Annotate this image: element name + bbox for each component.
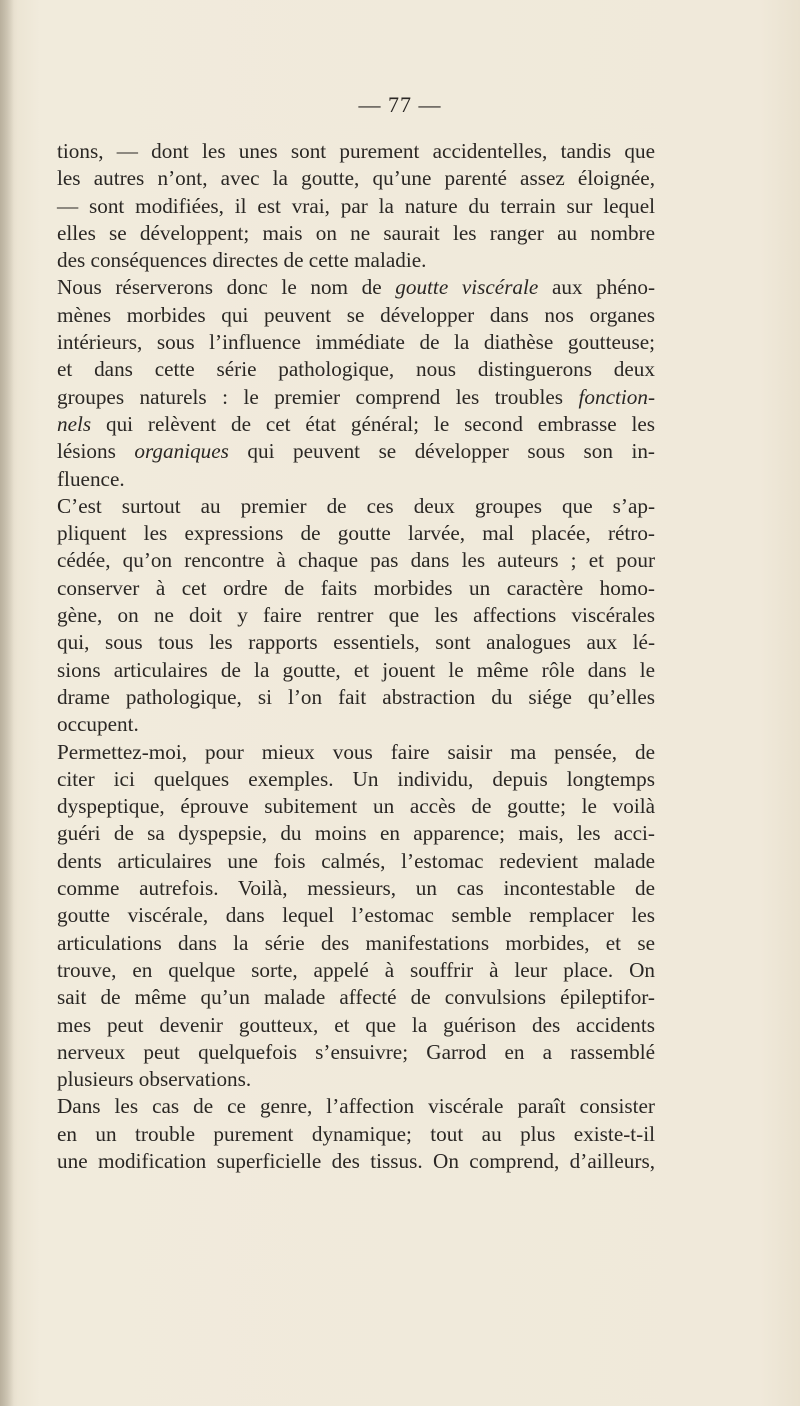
text-line: guéri de sa dyspepsie, du moins en apparence; mais, les acci-	[57, 821, 655, 846]
text-line: nerveux peut quelquefois s’ensuivre; Garrod en a rassemblé	[57, 1039, 655, 1064]
text-line: occupent.	[57, 712, 139, 737]
text-line: goutte viscérale, dans lequel l’estomac semble remplacer les	[57, 903, 655, 928]
text-line: articulations dans la série des manifestations morbides, et se	[57, 930, 655, 955]
text-line: qui, sous tous les rapports essentiels, sont analogues aux lé-	[57, 630, 655, 655]
page-number: — 77 —	[358, 92, 442, 117]
text-line: mes peut devenir goutteux, et que la guérison des accidents	[57, 1012, 655, 1037]
emphasis: organiques	[134, 439, 229, 464]
text-line: elles se développent; mais on ne saurait les ranger au nombre	[57, 220, 655, 245]
text-line: tions, — dont les unes sont purement accidentelles, tandis que	[57, 139, 655, 163]
text-line: sions articulaires de la goutte, et jouent le même rôle dans le	[57, 657, 655, 682]
text-line: une modification superficielle des tissus. On comprend, d’ailleurs,	[57, 1148, 655, 1173]
text-line: Nous réserverons donc le nom de goutte viscérale aux phéno-	[57, 275, 655, 300]
text-line: sait de même qu’un malade affecté de convulsions épileptifor-	[57, 985, 655, 1010]
text-line: et dans cette série pathologique, nous distinguerons deux	[57, 357, 655, 382]
binding-shadow	[0, 0, 14, 1406]
text-line: fluence.	[57, 466, 125, 491]
text-line: citer ici quelques exemples. Un individu, depuis longtemps	[57, 766, 655, 791]
text-line: dyspeptique, éprouve subitement un accès de goutte; le voilà	[57, 794, 655, 819]
text-line: gène, on ne doit y faire rentrer que les affections viscérales	[57, 603, 655, 628]
text-line: mènes morbides qui peuvent se développer dans nos organes	[57, 302, 655, 327]
body-text	[57, 138, 655, 1175]
text-line: les autres n’ont, avec la goutte, qu’une parenté assez éloignée,	[57, 166, 655, 191]
emphasis: goutte viscérale	[395, 275, 539, 300]
text-line: cédée, qu’on rencontre à chaque pas dans les auteurs ; et pour	[57, 548, 655, 573]
text-line: en un trouble purement dynamique; tout au plus existe-t-il	[57, 1121, 655, 1146]
text-line: des conséquences directes de cette maladie.	[57, 248, 427, 273]
emphasis: fonction-	[578, 384, 655, 409]
emphasis: nels	[57, 411, 92, 436]
text-line: pliquent les expressions de goutte larvée, mal placée, rétro-	[57, 521, 655, 546]
text-line: Dans les cas de ce genre, l’affection viscérale paraît consister	[57, 1094, 655, 1119]
text-line: drame pathologique, si l’on fait abstraction du siége qu’elles	[57, 684, 655, 709]
text-line: C’est surtout au premier de ces deux groupes que s’ap-	[57, 493, 655, 518]
text-line: Permettez-moi, pour mieux vous faire saisir ma pensée, de	[57, 739, 655, 764]
text-line: lésions organiques qui peuvent se développer sous son in-	[57, 439, 655, 464]
text-line: intérieurs, sous l’influence immédiate de la diathèse goutteuse;	[57, 330, 655, 355]
text-line: conserver à cet ordre de faits morbides un caractère homo-	[57, 575, 655, 600]
text-line: groupes naturels : le premier comprend les troubles fonction-	[57, 384, 655, 409]
text-line: trouve, en quelque sorte, appelé à souffrir à leur place. On	[57, 957, 655, 982]
text-line: — sont modifiées, il est vrai, par la nature du terrain sur lequel	[57, 193, 655, 218]
text-line: dents articulaires une fois calmés, l’estomac redevient malade	[57, 848, 655, 873]
text-line: plusieurs observations.	[57, 1067, 252, 1092]
text-line: comme autrefois. Voilà, messieurs, un cas incontestable de	[57, 876, 655, 901]
text-line: nels qui relèvent de cet état général; le second embrasse les	[57, 411, 655, 436]
